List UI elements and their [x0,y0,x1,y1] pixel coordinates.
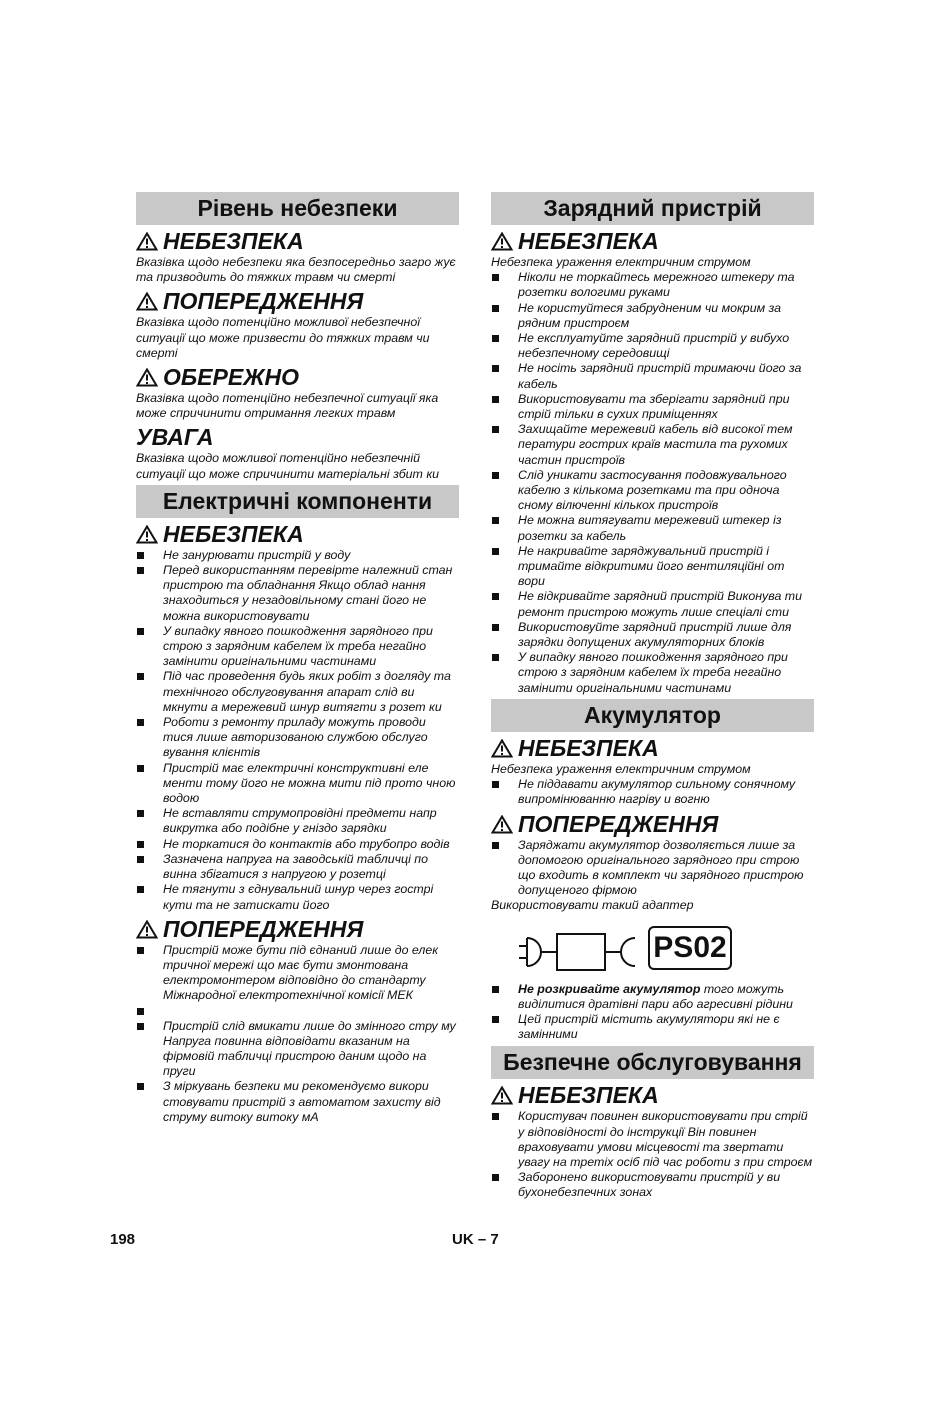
section-heading-electrical-components: Електричні компоненти [136,485,459,518]
battery-danger-intro: Небезпека ураження електричним струмом [491,761,751,776]
heading-warning [136,288,459,314]
page-number: 198 [110,1231,136,1248]
electrical-danger-list [136,548,459,913]
warning-triangle-icon [491,739,513,758]
section-heading-charger: Зарядний пристрій [491,192,814,225]
list-item: Не торкатися до контактів або трубопро водів [136,837,459,852]
warning-description: Вказівка щодо потенційно можливої небезпечної ситуації що може призвести до тяжких травм чи смерті [136,315,430,360]
section-code: UK – 7 [452,1231,499,1248]
list-item-bold: Не розкривайте акумулятор [518,981,701,996]
heading-danger [491,1082,814,1108]
list-item: Не користуйтеся забрудненим чи мокрим за рядним пристроєм [491,301,814,331]
left-column [136,192,459,1125]
list-item: Ніколи не торкайтесь мережного штекеру та розетки вологими руками [491,270,814,300]
list-item: З міркувань безпеки ми рекомендуємо викори стовувати пристрій з автоматом захисту від струму витоку витоку мА [136,1079,459,1125]
heading-danger-text: НЕБЕЗПЕКА [163,228,304,254]
warning-triangle-icon [136,525,158,544]
battery-notes-list [491,982,814,1043]
battery-warning-list [491,838,814,899]
electrical-warning-list [136,943,459,1125]
list-item: Пристрій може бути під єднаний лише до елек тричної мережі що має бути змонтована електромонтером відповідно до стандарту Міжнародної електротехнічної комісії МЕК [136,943,459,1004]
list-item: Не вставляти струмопровідні предмети напр викрутка або подібне у гніздо зарядки [136,806,459,836]
warning-triangle-icon [491,232,513,251]
heading-danger-text: НЕБЕЗПЕКА [518,734,659,761]
heading-warning [136,916,459,942]
list-item [491,982,814,1012]
heading-warning-text: ПОПЕРЕДЖЕННЯ [163,288,364,315]
section-heading-battery: Акумулятор [491,699,814,732]
list-item: Не піддавати акумулятор сильному сонячному випромінюванню нагріву и вогню [491,777,814,807]
list-item: Слід уникати застосування подовжувального кабелю з кількома розетками та при одноча сному вілюченні кількох пристроїв [491,468,814,514]
list-item: Цей пристрій містить акумулятори які не є замінними [491,1012,814,1042]
heading-danger [136,521,459,547]
list-item: Зазначена напруга на заводській табличці по винна збігатися з напругою у розетці [136,852,459,882]
list-item: Пристрій має електричні конструктивні еле менти тому його не можна мити під прото чною водою [136,761,459,807]
heading-caution-text: ОБЕРЕЖНО [163,364,300,391]
heading-warning-text: ПОПЕРЕДЖЕННЯ [163,915,364,942]
heading-danger-text: НЕБЕЗПЕКА [518,1082,659,1109]
section-heading-safe-maintenance: Безпечне обслуговування [491,1046,814,1079]
charger-danger-list [491,270,814,696]
list-item: Перед використанням перевірте належний стан пристрою та обладнання Якщо облад нання знаходиться у незадовільному стані його не можна використовувати [136,563,459,624]
adapter-caption: Використовувати такий адаптер [491,898,694,913]
warning-triangle-icon [136,292,158,311]
heading-warning-text: ПОПЕРЕДЖЕННЯ [518,810,719,837]
list-item: Роботи з ремонту приладу можуть проводи тися лише авторизованою службою обслуго вування клієнтів [136,715,459,761]
adapter-model-text: PS02 [653,930,727,964]
heading-danger-text: НЕБЕЗПЕКА [163,520,304,547]
section-heading-hazard-levels: Рівень небезпеки [136,192,459,225]
list-item: У випадку явного пошкодження зарядного при строю з зарядним кабелем їх треба негайно замінити оригінальними частинами [136,624,459,670]
maintenance-danger-list [491,1109,814,1200]
list-item: Не експлуатуйте зарядний пристрій у вибухо небезпечному середовищі [491,331,814,361]
list-item-rest: того можуть виділитися дратівні пари або агресивні рідини [518,981,793,1011]
heading-caution [136,364,459,390]
list-item: Не можна витягувати мережевий штекер із розетки за кабель [491,513,814,543]
list-item: Пристрій слід вмикати лише до змінного стру му Напруга повинна відповідати вказаним на фірмовій табличці пристрою даним щодо на пруги [136,1019,459,1080]
list-item: Використовувати та зберігати зарядний при стрій тільки в сухих приміщеннях [491,392,814,422]
list-item: Використовуйте зарядний пристрій лише для зарядки допущених акумуляторних блоків [491,620,814,650]
caution-description: Вказівка щодо потенційно небезпечної ситуації яка може спричинити отримання легких травм [136,391,439,421]
warning-triangle-icon [136,368,158,387]
danger-description: Вказівка щодо небезпеки яка безпосередньо загро жує та призводить до тяжких травм чи смерті [136,255,456,285]
list-item: Не тягнути з єднувальний шнур через гострі кути та не затискати його [136,882,459,912]
adapter-diagram [491,924,814,976]
list-item: Не накривайте заряджувальний пристрій і тримайте відкритими його вентиляційні от вори [491,544,814,590]
list-item: Не носіть зарядний пристрій тримаючи його за кабель [491,361,814,391]
warning-triangle-icon [491,815,513,834]
heading-notice: УВАГА [136,424,214,451]
warning-triangle-icon [136,920,158,939]
heading-danger-text: НЕБЕЗПЕКА [518,228,659,254]
right-column [491,192,814,1201]
adapter-model-label [648,926,732,970]
list-item: У випадку явного пошкодження зарядного при строю з зарядним кабелем їх треба негайно замінити оригінальними частинами [491,650,814,696]
heading-danger [491,228,814,254]
list-item: Не відкривайте зарядний пристрій Виконува ти ремонт пристрою можуть лише спеціалі сти [491,589,814,619]
list-item: Заборонено використовувати пристрій у ви бухонебезпечних зонах [491,1170,814,1200]
list-item: Заряджати акумулятор дозволяється лише за допомогою оригінального зарядного при строю що входить в комплект чи зарядного пристрою допущеного фірмою [491,838,814,899]
charger-danger-intro: Небезпека ураження електричним струмом [491,255,751,269]
list-item: Під час проведення будь яких робіт з догляду та технічного обслуговування апарат слід ви мкнути а мережевий шнур витягти з розет ки [136,669,459,715]
battery-danger-list [491,777,814,807]
warning-triangle-icon [136,232,158,251]
heading-danger [136,228,459,254]
list-spacer [136,1004,459,1019]
notice-description: Вказівка щодо можливої потенційно небезпечній ситуації що може спричинити матеріальні збит ки [136,451,440,481]
heading-danger [491,735,814,761]
list-item: Користувач повинен використовувати при стрій у відповідності до інструкції Він повинен враховувати умови місцевості та звертати увагу на третіх осіб під час роботи з при строєм [491,1109,814,1170]
plug-socket-icon [517,928,652,976]
warning-triangle-icon [491,1086,513,1105]
heading-warning [491,811,814,837]
list-item: Захищайте мережевий кабель від високої тем ператури гострих країв мастила та рухомих частин пристроїв [491,422,814,468]
list-item: Не занурювати пристрій у воду [136,548,459,563]
